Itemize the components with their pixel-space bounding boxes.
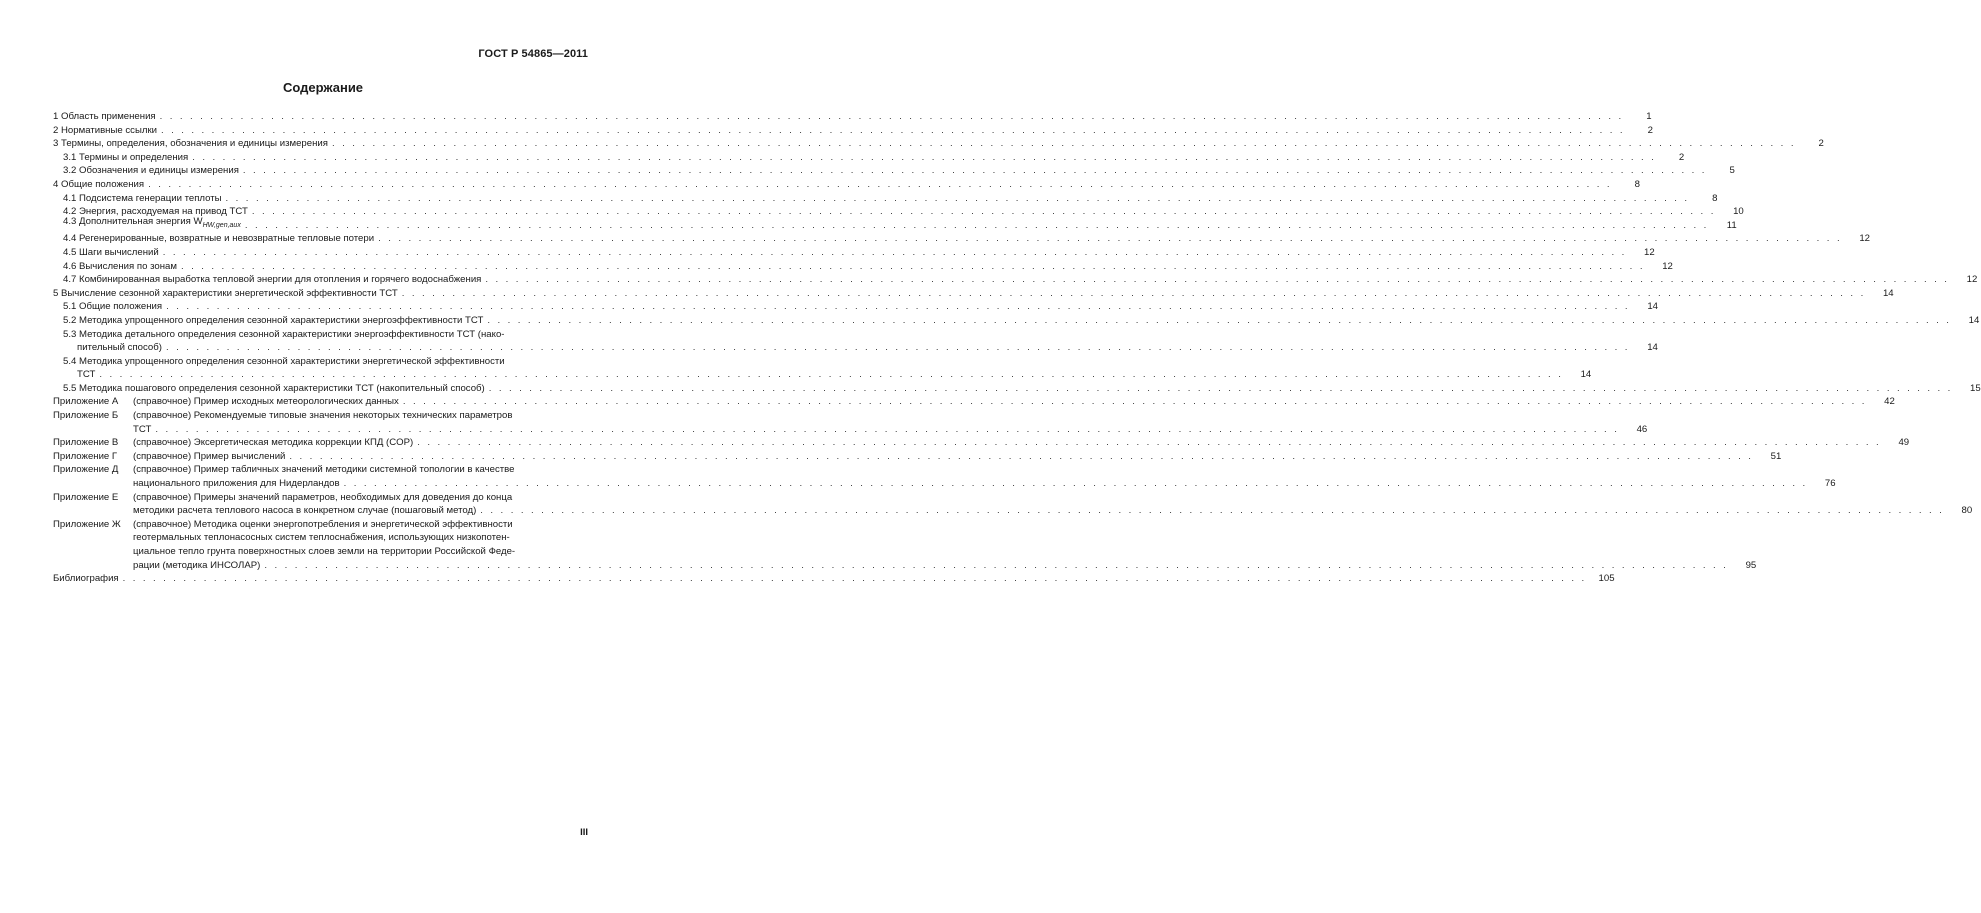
toc-entry[interactable]: 4 Общие положения . . . 8 [53,178,588,192]
toc-entry[interactable]: 4.7 Комбинированная выработка тепловой энергии для отопления и горячего водоснабжения . . . 12 [53,273,588,287]
subscript: HW,gen,aux [202,221,241,229]
toc-entry[interactable]: 4.2 Энергия, расходуемая на привод ТСТ . . . 10 [53,205,588,219]
toc-entry[interactable]: 5.1 Общие положения . . . 14 [53,300,588,314]
appendix-entry[interactable]: Приложение Д (справочное) Пример табличных значений методики системной топологии в качестве национального приложения для Нидерландов . . . 76 [53,463,588,490]
toc-entry[interactable]: 4.1 Подсистема генерации теплоты . . . 8 [53,192,588,206]
appendix-entry[interactable]: Приложение Б (справочное) Рекомендуемые типовые значения некоторых технических параметров ТСТ . . . 46 [53,409,588,436]
page-title: Содержание [282,80,364,95]
toc-entry[interactable]: 5.4 Методика упрощенного определения сезонной характеристики энергетической эффективности ТСТ . . . 14 [53,355,588,382]
standard-header: ГОСТ Р 54865—2011 [478,48,588,60]
toc-entry[interactable]: 4.5 Шаги вычислений . . . 12 [53,246,588,260]
appendix-entry[interactable]: Приложение Ж (справочное) Методика оценки энергопотребления и энергетической эффективности геотермальных теплонасосных систем теплоснабжения, использующих низкопотен- циальное тепло грунта поверхностных слоев земли на территории Российской Феде- рации (методика ИНСОЛАР) . . . 95 [53,518,588,572]
toc-entry[interactable]: 4.6 Вычисления по зонам . . . 12 [53,260,588,274]
appendix-entry[interactable]: Приложение Е (справочное) Примеры значений параметров, необходимых для доведения до конца методики расчета теплового насоса в конкретном случае (пошаговый метод) . . . 80 [53,491,588,518]
toc-entry[interactable]: 2 Нормативные ссылки . . . 2 [53,124,588,138]
appendix-entry[interactable]: Приложение В (справочное) Эксергетическая методика коррекции КПД (COP) . . . 49 [53,436,588,450]
toc-entry[interactable]: 4.3 Дополнительная энергия $W_{HW,gen,aux}$ . . . 11 [53,219,588,233]
page-number: III [580,827,588,838]
table-of-contents [53,110,1981,586]
appendix-entry[interactable]: Приложение А (справочное) Пример исходных метеорологических данных . . . 42 [53,395,588,409]
toc-entry[interactable]: 3.1 Термины и определения . . . 2 [53,151,588,165]
toc-entry[interactable]: 3 Термины, определения, обозначения и единицы измерения . . . 2 [53,137,588,151]
bibliography-entry[interactable]: Библиография . . . 105 [53,572,588,586]
toc-entry[interactable]: 5 Вычисление сезонной характеристики энергетической эффективности ТСТ . . . 14 [53,287,588,301]
appendix-entry[interactable]: Приложение Г (справочное) Пример вычислений . . . 51 [53,450,588,464]
toc-entry[interactable]: 4.4 Регенерированные, возвратные и невозвратные тепловые потери . . . 12 [53,232,588,246]
toc-entry[interactable]: 5.5 Методика пошагового определения сезонной характеристики ТСТ (накопительный способ) . . . 15 [53,382,588,396]
toc-entry[interactable]: 5.3 Методика детального определения сезонной характеристики энергоэффективности ТСТ (нако- пительный способ) . . . 14 [53,328,588,355]
toc-entry[interactable]: 1 Область применения . . . 1 [53,110,588,124]
toc-entry[interactable]: 5.2 Методика упрощенного определения сезонной характеристики энергоэффективности ТСТ . . . 14 [53,314,588,328]
toc-entry[interactable]: 3.2 Обозначения и единицы измерения . . . 5 [53,164,588,178]
toc-entry-label: 4.3 Дополнительная энергия W [63,215,203,227]
